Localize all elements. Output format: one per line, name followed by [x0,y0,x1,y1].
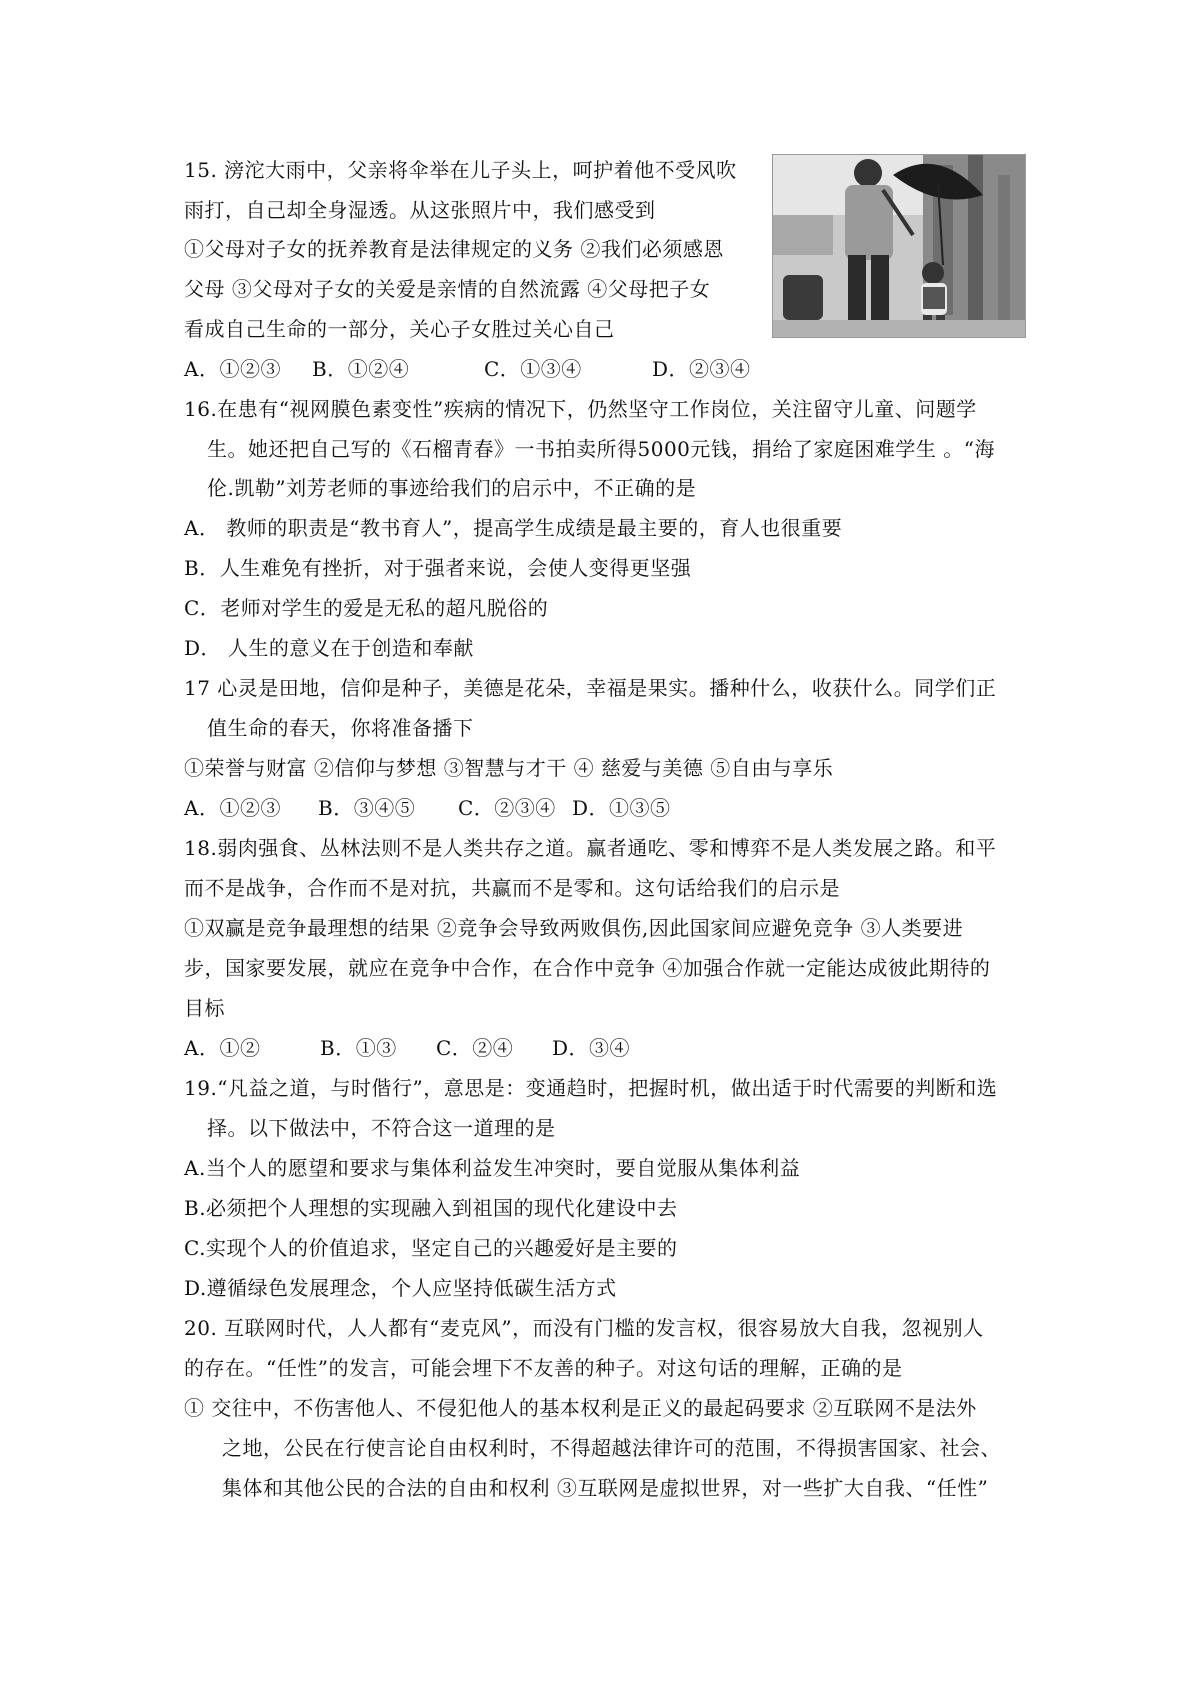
q17-statements: ①荣誉与财富 ②信仰与梦想 ③智慧与才干 ④ 慈爱与美德 ⑤自由与享乐 [184,756,834,780]
q20-stem-line2: 的存在。“任性”的发言，可能会埋下不友善的种子。对这句话的理解，正确的是 [184,1356,903,1380]
q17-stem-line1: 17 心灵是田地，信仰是种子，美德是花朵，幸福是果实。播种什么，收获什么。同学们正 [184,676,997,700]
q18-option-a: A．①② [184,1036,261,1060]
q15-option-d: D．②③④ [652,357,751,381]
q20-statement-line3: 集体和其他公民的合法的自由和权利 ③互联网是虚拟世界，对一些扩大自我、“任性” [222,1476,989,1500]
q18-statement-line1: ①双赢是竞争最理想的结果 ②竞争会导致两败俱伤,因此国家间应避免竞争 ③人类要进 [184,916,964,940]
q15-statement-line2: 父母 ③父母对子女的关爱是亲情的自然流露 ④父母把子女 [184,277,711,301]
q16-option-d: D． 人生的意义在于创造和奉献 [184,636,474,660]
q16-stem-line1: 16.在患有“视网膜色素变性”疾病的情况下，仍然坚守工作岗位，关注留守儿童、问题学 [184,397,977,421]
q17-stem-line2: 值生命的春天，你将准备播下 [207,716,474,740]
q15-statement-line1: ①父母对子女的抚养教育是法律规定的义务 ②我们必须感恩 [184,237,724,261]
father-umbrella-photo [772,154,1026,338]
q15-stem-line1: 15. 滂沱大雨中，父亲将伞举在儿子头上，呵护着他不受风吹 [184,158,737,182]
q20-statement-line1: ① 交往中，不伤害他人、不侵犯他人的基本权利是正义的最起码要求 ②互联网不是法外 [184,1396,977,1420]
q15-statement-line3: 看成自己生命的一部分，关心子女胜过关心自己 [184,317,615,341]
q18-option-d: D．③④ [552,1036,631,1060]
q20-stem-line1: 20. 互联网时代，人人都有“麦克风”，而没有门槛的发言权，很容易放大自我，忽视别人 [184,1316,984,1340]
q17-option-a: A．①②③ [184,796,281,820]
q19-option-b: B.必须把个人理想的实现融入到祖国的现代化建设中去 [184,1196,678,1220]
q16-option-c: C．老师对学生的爱是无私的超凡脱俗的 [184,596,549,620]
q15-option-b: B．①②④ [312,357,410,381]
q18-option-b: B．①③ [320,1036,397,1060]
q15-option-c: C．①③④ [484,357,582,381]
q19-stem-line2: 择。以下做法中，不符合这一道理的是 [207,1116,556,1140]
q19-option-a: A.当个人的愿望和要求与集体利益发生冲突时，要自觉服从集体利益 [184,1156,801,1180]
q16-stem-line2: 生。她还把自己写的《石榴青春》一书拍卖所得5000元钱，捐给了家庭困难学生 。“海 [207,437,995,461]
q18-statement-line2: 步，国家要发展，就应在竞争中合作，在合作中竞争 ④加强合作就一定能达成彼此期待的 [184,956,991,980]
q17-option-b: B．③④⑤ [318,796,416,820]
q19-option-c: C.实现个人的价值追求，坚定自己的兴趣爱好是主要的 [184,1236,678,1260]
q15-option-a: A．①②③ [184,357,281,381]
q18-statement-line3: 目标 [184,996,225,1020]
q17-option-d: D．①③⑤ [572,796,671,820]
q16-stem-line3: 伦.凯勒”刘芳老师的事迹给我们的启示中，不正确的是 [207,476,697,500]
q15-stem-line2: 雨打，自己却全身湿透。从这张照片中，我们感受到 [184,198,656,222]
q16-option-a: A． 教师的职责是“教书育人”，提高学生成绩是最主要的，育人也很重要 [184,516,843,540]
q18-option-c: C．②④ [436,1036,514,1060]
q17-option-c: C．②③④ [458,796,556,820]
q16-option-b: B．人生难免有挫折，对于强者来说，会使人变得更坚强 [184,556,692,580]
q20-statement-line2: 之地，公民在行使言论自由权利时，不得超越法律许可的范围，不得损害国家、社会、 [222,1436,1001,1460]
q18-stem-line1: 18.弱肉强食、丛林法则不是人类共存之道。赢者通吃、零和博弈不是人类发展之路。和平 [184,836,997,860]
q18-stem-line2: 而不是战争，合作而不是对抗，共赢而不是零和。这句话给我们的启示是 [184,876,840,900]
q19-option-d: D.遵循绿色发展理念，个人应坚持低碳生活方式 [184,1276,617,1300]
q19-stem-line1: 19.“凡益之道，与时偕行”，意思是：变通趋时，把握时机，做出适于时代需要的判断和选 [184,1076,998,1100]
